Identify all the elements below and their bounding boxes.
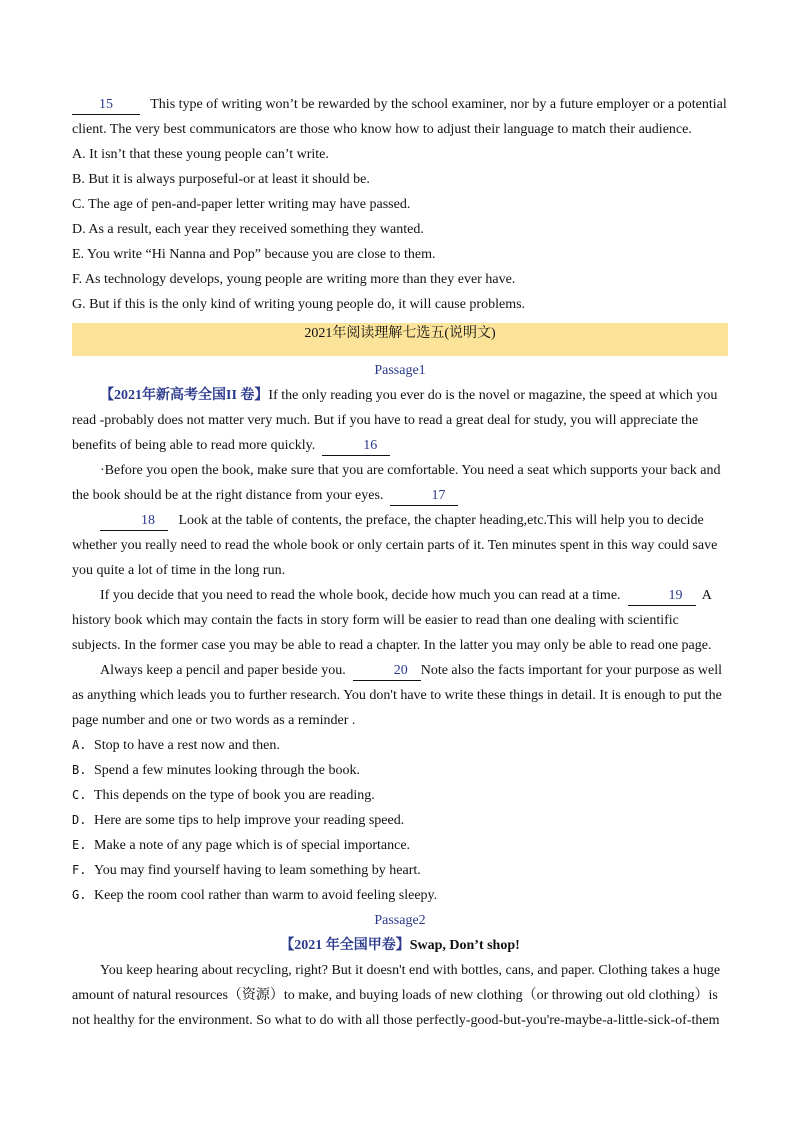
options-list-2 <box>72 733 728 908</box>
option-letter: E. <box>72 247 85 262</box>
answer-blank-20[interactable]: 20 <box>353 662 421 681</box>
option-text: But if this is the only kind of writing young people do, it will cause problems. <box>89 297 526 312</box>
option-text: You may find yourself having to leam something by heart. <box>94 863 421 878</box>
option-text: Make a note of any page which is of special importance. <box>94 838 411 853</box>
options-list-1 <box>72 142 728 317</box>
option-text: The age of pen-and-paper letter writing may have passed. <box>88 197 411 212</box>
option-letter: A. <box>72 738 87 752</box>
option-letter: G. <box>72 888 87 902</box>
answer-blank-16[interactable]: 16 <box>322 437 390 456</box>
passage1-source: 【2021年新高考全国II 卷】 <box>100 388 269 403</box>
question-15-paragraph <box>72 92 728 142</box>
option-text: You write “Hi Nanna and Pop” because you are close to them. <box>87 247 436 262</box>
option-text: Keep the room cool rather than warm to avoid feeling sleepy. <box>94 888 438 903</box>
option-text: It isn’t that these young people can’t write. <box>89 147 329 162</box>
answer-blank-18[interactable]: 18 <box>100 512 168 531</box>
option-text: Here are some tips to help improve your reading speed. <box>94 813 405 828</box>
option-letter: C. <box>72 788 87 802</box>
answer-blank-19[interactable]: 19 <box>628 587 696 606</box>
option-item <box>72 242 728 267</box>
option-text: Spend a few minutes looking through the book. <box>94 763 360 778</box>
option-letter: F. <box>72 272 83 287</box>
paragraph-text: Note also the facts important for your purpose as well as anything which leads you to further research. You don't have to write these things in detail. It is enough to put the page number and one or two words as a reminder . <box>72 663 723 728</box>
passage2-heading-line <box>72 933 728 958</box>
option-item <box>72 883 728 908</box>
option-text: Stop to have a rest now and then. <box>94 738 280 753</box>
paragraph-text: A history book which may contain the facts in story form will be easier to read than one dealing with scientific subjects. In the former case you may be able to read a chapter. In the latter you may only be able to read one page. <box>72 588 712 653</box>
paragraph-text: If you decide that you need to read the whole book, decide how much you can read at a time. <box>100 588 621 603</box>
passage1-paragraph-5 <box>72 658 728 733</box>
option-item <box>72 858 728 883</box>
paragraph-text: Look at the table of contents, the preface, the chapter heading,etc.This will help you to decide whether you really need to read the whole book or only certain parts of it. Ten minutes spent in this way could save you quite a lot of time in the long run. <box>72 513 718 578</box>
option-letter: D. <box>72 222 86 237</box>
passage1-paragraph-1 <box>72 383 728 458</box>
passage2-paragraph-1: You keep hearing about recycling, right? But it doesn't end with bottles, cans, and paper. Clothing takes a huge amount of natural resources（资源）to make, and buying loads of new clothing（or throwing out old clothing）is not healthy for the environment. So what to do with all those perfectly-good-but-you're-maybe-a-little-sick-of-them <box>72 963 721 1028</box>
paragraph-text: Always keep a pencil and paper beside you. <box>100 663 346 678</box>
question-15-text: This type of writing won’t be rewarded by the school examiner, nor by a future employer or a potential client. The very best communicators are those who know how to adjust their language to match their audience. <box>72 97 727 137</box>
answer-blank-17[interactable]: 17 <box>390 487 458 506</box>
option-letter: B. <box>72 763 87 777</box>
passage1-paragraph-4 <box>72 583 728 658</box>
option-item <box>72 192 728 217</box>
option-item <box>72 142 728 167</box>
option-letter: F. <box>72 863 87 877</box>
option-item <box>72 733 728 758</box>
option-letter: E. <box>72 838 87 852</box>
option-text: As technology develops, young people are writing more than they ever have. <box>84 272 516 287</box>
passage1-paragraph-3 <box>72 508 728 583</box>
option-item <box>72 292 728 317</box>
option-item <box>72 808 728 833</box>
option-letter: D. <box>72 813 87 827</box>
option-item <box>72 167 728 192</box>
option-text: This depends on the type of book you are reading. <box>94 788 375 803</box>
passage2-source: 【2021 年全国甲卷】 <box>280 938 410 953</box>
option-letter: G. <box>72 297 86 312</box>
option-item <box>72 833 728 858</box>
option-letter: C. <box>72 197 85 212</box>
option-item <box>72 267 728 292</box>
passage2-title: Passage2 <box>374 913 426 928</box>
option-letter: A. <box>72 147 86 162</box>
paragraph-text: ·Before you open the book, make sure that you are comfortable. You need a seat which supports your back and the book should be at the right distance from your eyes. <box>72 463 721 503</box>
option-text: But it is always purposeful-or at least it should be. <box>88 172 370 187</box>
option-item <box>72 758 728 783</box>
document-page <box>72 92 728 1033</box>
answer-blank-15[interactable]: 15 <box>72 96 140 115</box>
paragraph-text: If the only reading you ever do is the novel or magazine, the speed at which you read -probably does not matter very much. But if you have to read a great deal for study, you will appreciate the benefits of being able to read more quickly. <box>72 388 718 453</box>
passage1-paragraph-2 <box>72 458 728 508</box>
passage2-heading: Swap, Don’t shop! <box>409 938 520 953</box>
option-text: As a result, each year they received something they wanted. <box>88 222 424 237</box>
option-letter: B. <box>72 172 85 187</box>
option-item <box>72 217 728 242</box>
section-banner: 2021年阅读理解七选五(说明文) <box>72 323 728 356</box>
passage1-title: Passage1 <box>374 363 426 378</box>
option-item <box>72 783 728 808</box>
